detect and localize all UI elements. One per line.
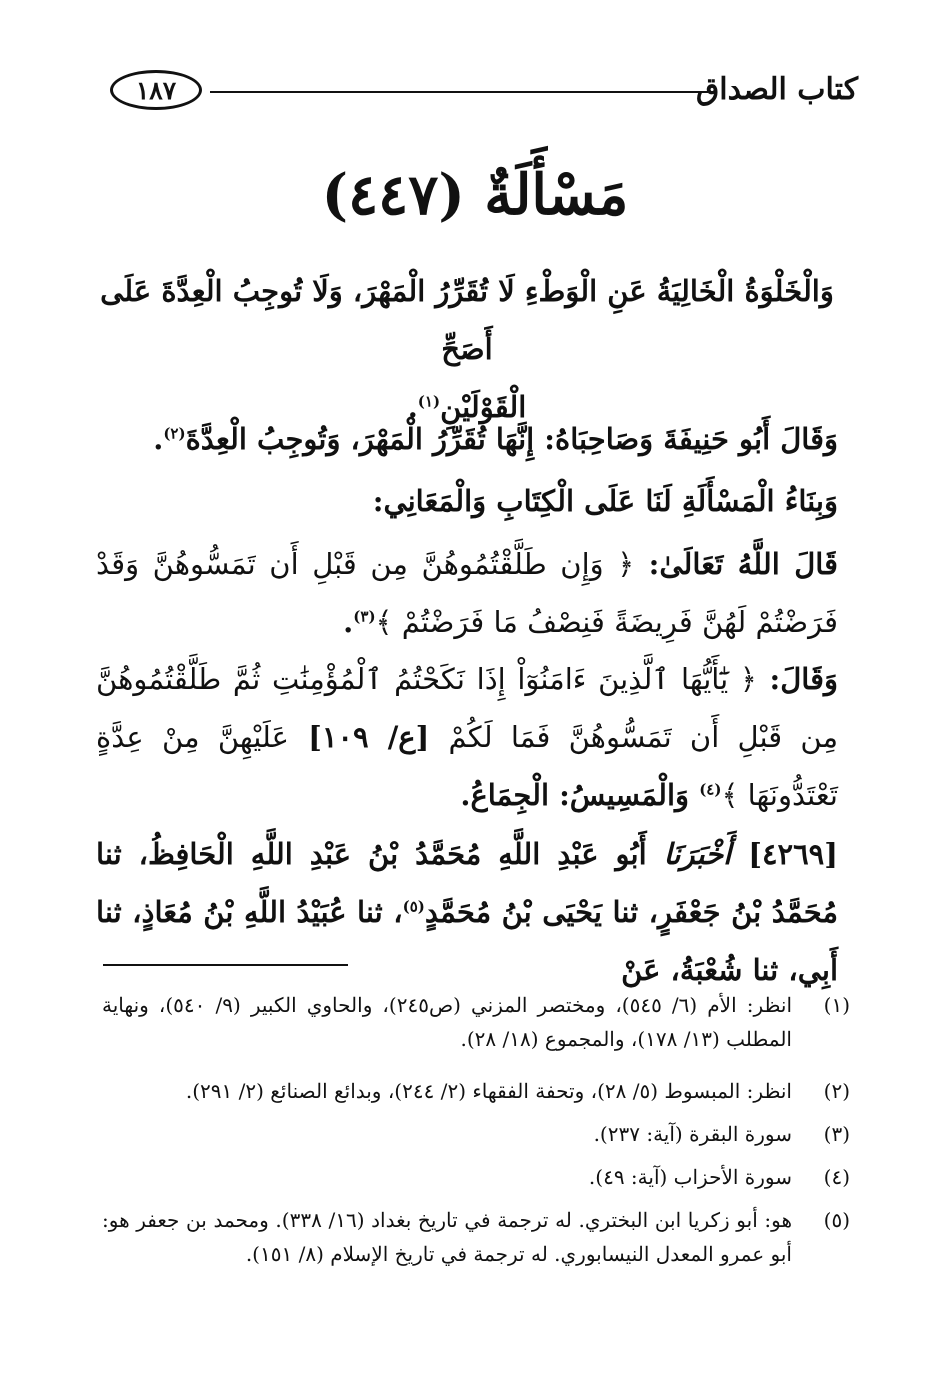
footnote-separator xyxy=(103,964,348,966)
footnote-number: (٥) xyxy=(823,1208,850,1232)
footnote-ref-4: (٤) xyxy=(699,780,722,799)
issue-title: مَسْأَلَةٌ (٤٤٧) xyxy=(321,162,629,228)
running-book-title: كتاب الصداق xyxy=(695,72,858,107)
paragraph-basis: وَبِنَاءُ الْمَسْأَلَةِ لَنَا عَلَى الْكِتَابِ وَالْمَعَانِي: xyxy=(372,484,838,518)
punctuation: . xyxy=(407,390,418,424)
footnote-text: هو: أبو زكريا ابن البختري. له ترجمة في تاريخ بغداد (١٦/ ٣٣٨). ومحمد بن جعفر هو: أبو عمرو المعدل النيسابوري. له ترجمة في تاريخ الإسلام (٨/ ١٥١). xyxy=(102,1208,792,1266)
footnote-1 xyxy=(102,988,850,1056)
footnote-number: (٢) xyxy=(823,1079,850,1103)
definition-masis: وَالْمَسِيسُ: الْجِمَاعُ. xyxy=(460,778,690,812)
footnote-text: سورة البقرة (آية: ٢٣٧). xyxy=(593,1122,792,1146)
quran-verse-baqara: ﴿ وَإِن طَلَّقْتُمُوهُنَّ مِن قَبْلِ أَن تَمَسُّوهُنَّ وَقَدْ فَرَضْتُمْ لَهُنَّ فَرِيضَةً فَنِصْفُ مَا فَرَضْتُمْ ﴾ xyxy=(96,547,838,639)
footnote-text: انظر: الأم (٦/ ٥٤٥)، ومختصر المزني (ص٢٤٥)، والحاوي الكبير (٩/ ٥٤٠)، ونهاية المطلب (١٣/ ١٧٨)، والمجموع (١٨/ ٢٨). xyxy=(102,993,793,1051)
punctuation: . xyxy=(343,605,354,639)
page-header xyxy=(100,64,858,116)
footnote-number: (٤) xyxy=(823,1165,850,1189)
footnote-3 xyxy=(102,1117,850,1151)
footnote-text: انظر: المبسوط (٥/ ٢٨)، وتحفة الفقهاء (٢/ ٢٤٤)، وبدائع الصنائع (٢/ ٢٩١). xyxy=(185,1079,792,1103)
issue-statement-line-1: وَالْخَلْوَةُ الْخَالِيَةُ عَنِ الْوَطْءِ لَا تُقَرِّرُ الْمَهْرَ، وَلَا تُوجِبُ الْعِدَّةَ عَلَى أَصَحِّ xyxy=(100,274,834,366)
quran-intro: قَالَ اللَّهُ تَعَالَىٰ: xyxy=(648,547,838,581)
footnote-ref-5: (٥) xyxy=(402,897,425,916)
paragraph-hanafi-view xyxy=(96,410,838,468)
isnad-text-part-1: أَبُو عَبْدِ اللَّهِ مُحَمَّدُ بْنُ عَبْدِ اللَّهِ الْحَافِظُ، ثنا مُحَمَّدُ بْنُ جَعْفَرٍ، ثنا يَحْيَى بْنُ مُحَمَّدٍ xyxy=(96,837,838,929)
akhbarana-word: أَخْبَرَنَا xyxy=(663,837,732,871)
footnote-ref-2: (٢) xyxy=(163,424,186,443)
issue-statement-line-2: الْقَوْلَيْنِ xyxy=(440,390,527,424)
quran-verse-ahzab-part-1: ﴿ يَٰٓأَيُّهَا ٱلَّذِينَ ءَامَنُوٓاْ إِذَا نَكَحْتُمُ ٱلْمُؤْمِنَٰتِ ثُمَّ طَلَّقْتُمُوهُنَّ مِن قَبْلِ أَن تَمَسُّوهُنَّ فَمَا لَكُمْ xyxy=(96,662,838,754)
quran-intro: وَقَالَ: xyxy=(769,662,838,696)
punctuation: . xyxy=(153,422,164,456)
footnote-4 xyxy=(102,1160,850,1194)
footnote-text: سورة الأحزاب (آية: ٤٩). xyxy=(588,1165,792,1189)
footnote-2 xyxy=(102,1074,850,1108)
quran-verse-ahzab-part-2: عَلَيْهِنَّ مِنْ عِدَّةٍ تَعْتَدُّونَهَا ﴾ xyxy=(96,720,838,812)
footnote-number: (١) xyxy=(823,993,850,1017)
page-number: ١٨٧ xyxy=(110,70,202,110)
isnad-text-part-2: ، ثنا عُبَيْدُ اللَّهِ بْنُ مُعَاذٍ، ثنا أَبِي، ثنا شُعْبَةُ، عَنْ xyxy=(96,895,838,987)
paragraph-hadith-4269 xyxy=(96,825,838,999)
footnote-ref-1: (١) xyxy=(417,392,441,411)
hanafi-view-text: وَقَالَ أَبُو حَنِيفَةَ وَصَاحِبَاهُ: إِنَّهَا تُقَرِّرُ الْمَهْرَ، وَتُوجِبُ الْعِدَّةَ xyxy=(185,422,838,456)
hadith-number: [٤٢٦٩] xyxy=(748,837,838,871)
paragraph-quran-baqara xyxy=(96,535,838,651)
folio-marker: [ع/ ١٠٩] xyxy=(308,720,430,754)
footnote-number: (٣) xyxy=(823,1122,850,1146)
footnote-ref-3: (٣) xyxy=(353,607,376,626)
paragraph-quran-ahzab xyxy=(96,650,838,824)
footnote-5 xyxy=(102,1203,850,1271)
header-rule xyxy=(210,91,708,93)
